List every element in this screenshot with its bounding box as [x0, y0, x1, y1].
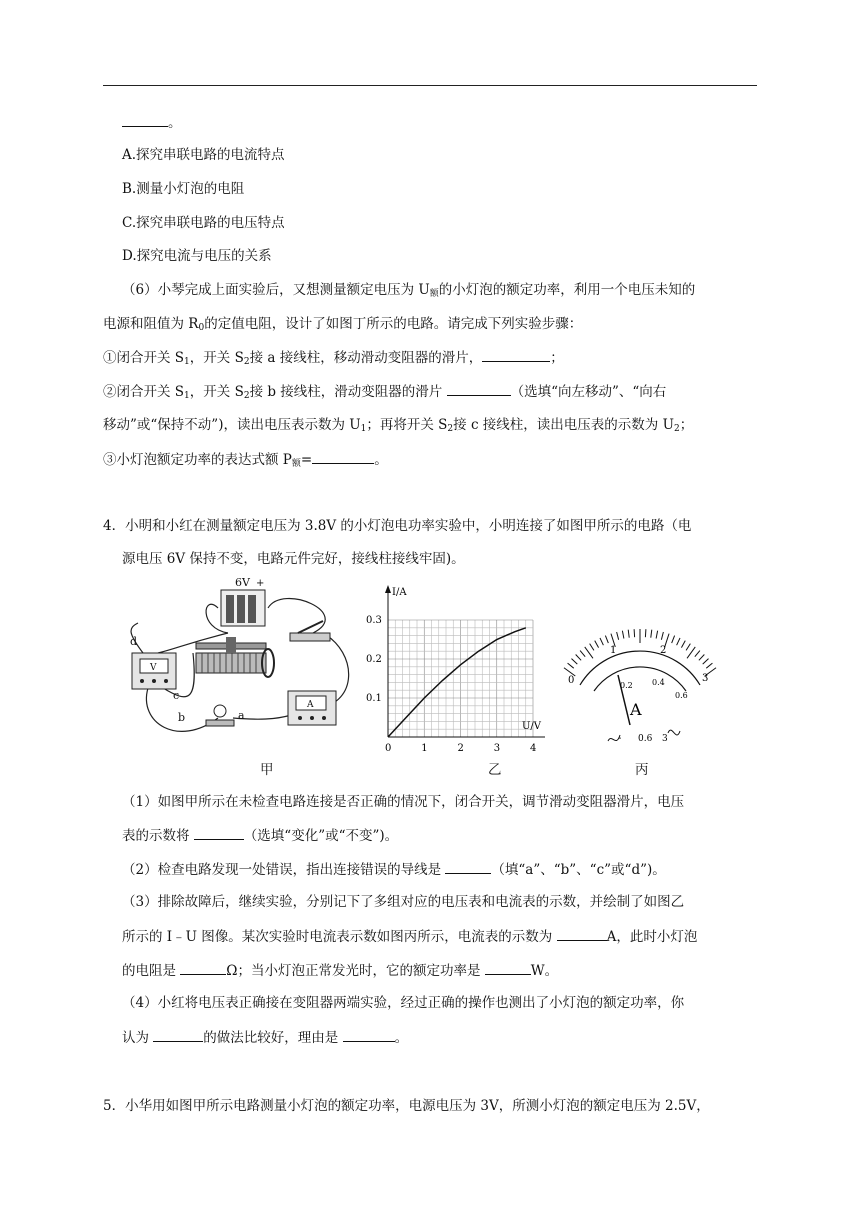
step1-blank[interactable]: [482, 348, 550, 362]
label-d: d: [130, 635, 138, 648]
x-axis-label: U/V: [522, 721, 542, 732]
y-tick-label: 0.3: [366, 615, 382, 626]
step2-line1: ②闭合开关 $S_1$，开关 $S_2$接 b 接线柱，滑动变阻器的滑片 （选填“向左移动”、“向右: [103, 384, 667, 401]
dial-tick: [656, 631, 657, 639]
x-tick-label: 2: [457, 743, 464, 753]
q4-part4-line1: （4）小红将电压表正确接在变阻器两端实验，经过正确的操作也测出了小灯泡的额定功率，你: [122, 995, 685, 1011]
voltmeter: [132, 653, 176, 689]
dial-tick: [576, 654, 581, 660]
scale-0.2: 0.2: [620, 681, 633, 690]
header-rule: [103, 85, 757, 86]
dial-tick: [634, 629, 635, 637]
dial-tick: [677, 638, 680, 645]
q5-stem-line1: 5．小华用如图甲所示电路测量小灯泡的额定功率，电源电压为 3V，所测小灯泡的额定电压为 2.5V，: [103, 1098, 710, 1114]
y-axis-label: I/A: [392, 587, 407, 598]
q4-part3-line1: （3）排除故障后，继续实验，分别记下了多组对应的电压表和电流表的示数，并绘制了如图乙: [122, 894, 685, 910]
terminal-0.6: 0.6: [638, 734, 653, 744]
q4-stem-line1: 4．小明和小红在测量额定电压为 3.8V 的小灯泡电功率实验中，小明连接了如图甲所示的电路（电: [103, 518, 692, 534]
dial-tick: [699, 654, 704, 660]
q4-part2-line: （2）检查电路发现一处错误，指出连接错误的导线是 （填“a”、“b”、“c”或“d”)。: [122, 862, 666, 878]
x-tick-label: 1: [421, 743, 428, 753]
part1-blank[interactable]: [194, 826, 244, 840]
dial-unit: A: [630, 700, 642, 719]
step3-line: ③小灯泡额定功率的表达式额 $P_额=$ 。: [103, 452, 388, 469]
dial-tick: [686, 644, 690, 651]
q4-part3-line2: 所示的 I﹣U 图像。某次实验时电流表示数如图丙所示，电流表的示数为 A，此时小灯泡: [122, 929, 698, 945]
part6-line1: （6）小琴完成上面实验后，又想测量额定电压为 $U_额$的小灯泡的额定功率，利用一个电压未知的: [122, 282, 696, 299]
answer-blank[interactable]: [122, 113, 168, 127]
part6-line2: 电源和阻值为 $R_0$的定值电阻，设计了如图丁所示的电路。请完成下列实验步骤：: [103, 316, 583, 333]
iu-chart: [360, 573, 555, 753]
step2-line2: 移动”或“保持不动”)，读出电压表示数为 $U_1$；再将开关 $S_2$接 c 接线柱，读出电压表的示数为 $U_2$；: [103, 417, 694, 434]
voltmeter-label: V: [150, 663, 157, 673]
battery-label: 6V: [235, 576, 250, 589]
caption-yi: 乙: [488, 762, 502, 778]
q4-stem-line2: 源电压 6V 保持不变，电路元件完好，接线柱接线牢固)。: [122, 551, 465, 567]
ammeter-dial-bing: [560, 573, 725, 753]
q4-part1-line1: （1）如图甲所示在未检查电路连接是否正确的情况下，闭合开关，调节滑动变阻器滑片，电压: [122, 794, 685, 810]
rheostat[interactable]: [196, 637, 274, 677]
x-tick-label: 4: [530, 743, 537, 753]
dial-tick: [681, 641, 685, 648]
step1-line: ①闭合开关 $S_1$，开关 $S_2$接 a 接线柱，移动滑动变阻器的滑片， ；: [103, 350, 564, 367]
q4-part1-line2: 表的示数将 （选填“变化”或“不变”)。: [122, 828, 399, 844]
reason-blank[interactable]: [343, 1028, 395, 1042]
dial-tick: [622, 631, 623, 639]
dial-tick: [600, 638, 603, 645]
q4-part4-line2: 认为 的做法比较好，理由是 。: [122, 1030, 409, 1046]
label-c: c: [173, 689, 180, 702]
scale-0: 0: [568, 675, 575, 686]
dial-tick: [672, 636, 675, 643]
dial-tick: [605, 636, 608, 643]
circuit-diagram-jia: [118, 573, 363, 748]
battery-plus: +: [256, 578, 265, 589]
terminal-minus: -: [618, 733, 622, 744]
battery: [221, 590, 265, 626]
dial-tick: [703, 659, 709, 664]
option-d[interactable]: D.探究电流与电压的关系: [122, 248, 272, 264]
resistance-blank[interactable]: [180, 961, 226, 975]
part2-blank[interactable]: [445, 860, 491, 874]
dial-tick: [585, 647, 593, 658]
bulb: [206, 705, 234, 726]
ammeter-device: [288, 691, 336, 725]
step3-blank[interactable]: [312, 450, 374, 464]
dial-tick: [651, 630, 652, 638]
scale-0.6: 0.6: [675, 691, 688, 700]
x-tick-label: 0: [385, 743, 392, 753]
step2-blank[interactable]: [447, 382, 511, 396]
dial-tick: [687, 647, 695, 658]
power-blank[interactable]: [485, 961, 531, 975]
caption-jia: 甲: [260, 762, 274, 778]
option-c[interactable]: C.探究串联电路的电压特点: [122, 215, 285, 231]
dial-tick: [568, 663, 574, 668]
option-b[interactable]: B.测量小灯泡的电阻: [122, 181, 245, 197]
dial-tick: [595, 641, 599, 648]
dial-tick: [580, 651, 585, 657]
scale-3: 3: [702, 673, 709, 684]
label-b: b: [178, 711, 186, 724]
current-blank[interactable]: [557, 927, 607, 941]
dial-tick: [590, 644, 594, 651]
option-a[interactable]: A.探究串联电路的电流特点: [122, 147, 285, 163]
scale-0.4: 0.4: [652, 678, 665, 687]
dial-tick: [706, 663, 712, 668]
dial-tick: [645, 629, 646, 637]
scale-2: 2: [660, 645, 667, 656]
choice-blank[interactable]: [153, 1028, 203, 1042]
x-tick-label: 3: [493, 743, 501, 753]
dial-tick: [695, 651, 700, 657]
dial-tick: [617, 632, 619, 640]
answer-line: 。: [122, 113, 182, 132]
dial-tick: [661, 632, 663, 640]
dial-tick: [628, 630, 629, 638]
dial-arc-inner: [594, 667, 686, 691]
dial-tick: [571, 659, 577, 664]
y-tick-label: 0.2: [366, 654, 382, 665]
scale-1: 1: [610, 645, 617, 656]
terminal-3: 3: [662, 734, 668, 744]
ammeter-label: A: [307, 700, 314, 710]
y-tick-label: 0.1: [366, 693, 382, 704]
caption-bing: 丙: [635, 762, 649, 778]
q4-part3-line3: 的电阻是 Ω；当小灯泡正常发光时，它的额定功率是 W。: [122, 963, 559, 979]
label-a: a: [238, 709, 245, 722]
dial-arc-outer: [580, 651, 700, 685]
